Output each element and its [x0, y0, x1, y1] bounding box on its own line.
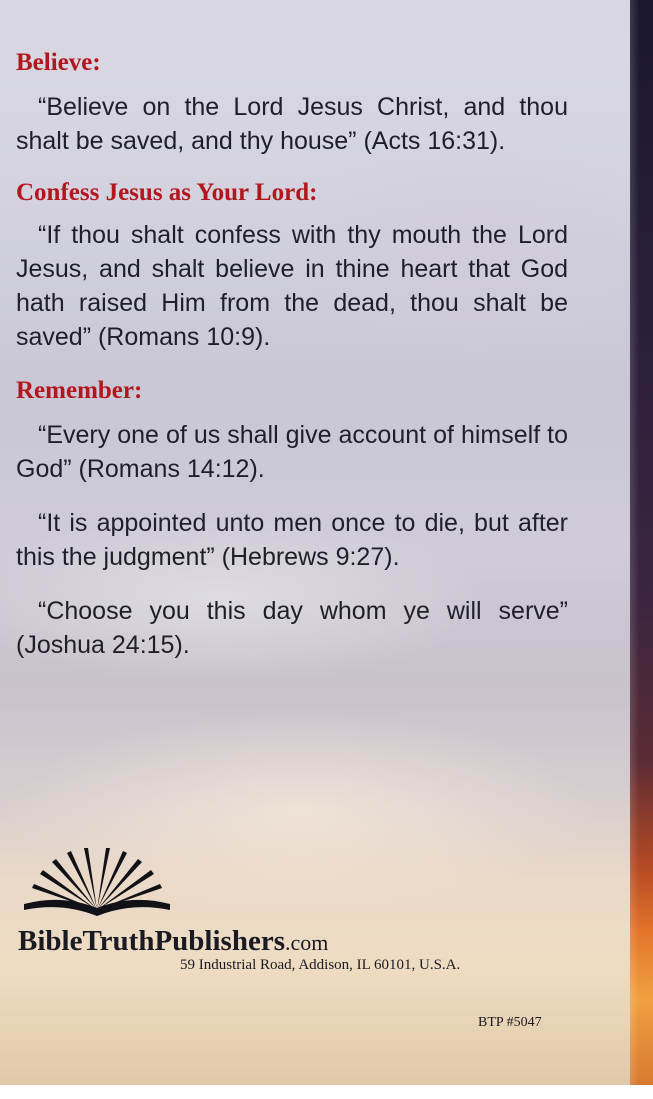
heading-believe: Believe:	[16, 49, 101, 76]
publisher-name-truth: Truth	[82, 925, 155, 957]
edge-highlight	[630, 0, 639, 1085]
verse-hebrews-9-27: “It is appointed unto men once to die, but after this the judgment” (Hebrews 9:27).	[16, 509, 568, 571]
publisher-name-publishers: Publishers	[154, 925, 285, 957]
verse-acts-16-31: “Believe on the Lord Jesus Christ, and thou shalt be saved, and thy house” (Acts 16:31).	[16, 93, 568, 155]
verse-romans-14-12: “Every one of us shall give account of himself to God” (Romans 14:12).	[16, 421, 568, 483]
product-code: BTP #5047	[478, 1015, 542, 1030]
open-book-sunburst-icon	[22, 848, 172, 918]
verse-romans-10-9: “If thou shalt confess with thy mouth the Lord Jesus, and shalt believe in thine heart that God hath raised Him from the dead, thou shalt be saved” (Romans 10:9).	[16, 221, 568, 351]
heading-confess: Confess Jesus as Your Lord:	[16, 179, 318, 206]
scripture-content	[16, 48, 568, 662]
heading-remember: Remember:	[16, 377, 143, 404]
publisher-domain: .com	[284, 930, 329, 955]
publisher-name-bible: Bible	[18, 925, 83, 957]
publisher-name	[18, 925, 328, 959]
publisher-address: 59 Industrial Road, Addison, IL 60101, U.S.A.	[180, 957, 461, 973]
verse-joshua-24-15: “Choose you this day whom ye will serve” (Joshua 24:15).	[16, 597, 568, 659]
page-bottom-margin	[0, 1085, 653, 1099]
